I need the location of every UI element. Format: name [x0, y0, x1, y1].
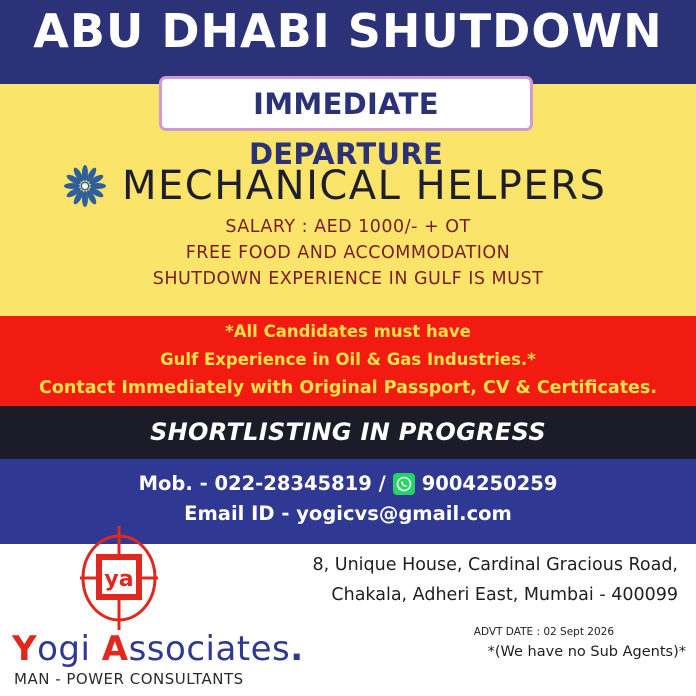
poster-title: ABU DHABI SHUTDOWN — [33, 4, 663, 58]
departure-badge: IMMEDIATE DEPARTURE — [159, 76, 533, 131]
notice-line: *All Candidates must have — [225, 322, 471, 341]
address-line: Chakala, Adheri East, Mumbai - 400099 — [331, 585, 678, 605]
notice-text — [0, 318, 696, 402]
whatsapp-number: 9004250259 — [421, 472, 558, 495]
mobile-number: Mob. - 022-28345819 / — [138, 472, 386, 495]
job-title: MECHANICAL HELPERS — [122, 163, 607, 209]
notice-line: Gulf Experience in Oil & Gas Industries.* — [160, 350, 536, 369]
email-line: Email ID - yogicvs@gmail.com — [184, 502, 512, 525]
experience-line: SHUTDOWN EXPERIENCE IN GULF IS MUST — [152, 269, 544, 289]
company-tagline: MAN - POWER CONSULTANTS — [14, 670, 244, 688]
mobile-line — [0, 470, 696, 498]
asterisk-flower-icon — [62, 163, 108, 209]
address-line: 8, Unique House, Cardinal Gracious Road, — [312, 555, 678, 575]
office-address — [313, 550, 678, 610]
company-name: Yogi Associates. — [12, 629, 304, 669]
job-heading — [62, 158, 606, 214]
notice-line: Contact Immediately with Original Passport, CV & Certificates. — [39, 378, 657, 398]
no-sub-agents-note: *(We have no Sub Agents)* — [487, 644, 686, 660]
status-text: SHORTLISTING IN PROGRESS — [150, 418, 546, 446]
job-details — [0, 214, 696, 292]
advert-date: ADVT DATE : 02 Sept 2026 — [473, 626, 614, 638]
salary-line: SALARY : AED 1000/- + OT — [225, 217, 471, 237]
benefits-line: FREE FOOD AND ACCOMMODATION — [185, 243, 511, 263]
whatsapp-icon — [393, 473, 415, 495]
logo-monogram: ya — [104, 567, 134, 592]
yogi-logo-icon — [80, 524, 158, 632]
